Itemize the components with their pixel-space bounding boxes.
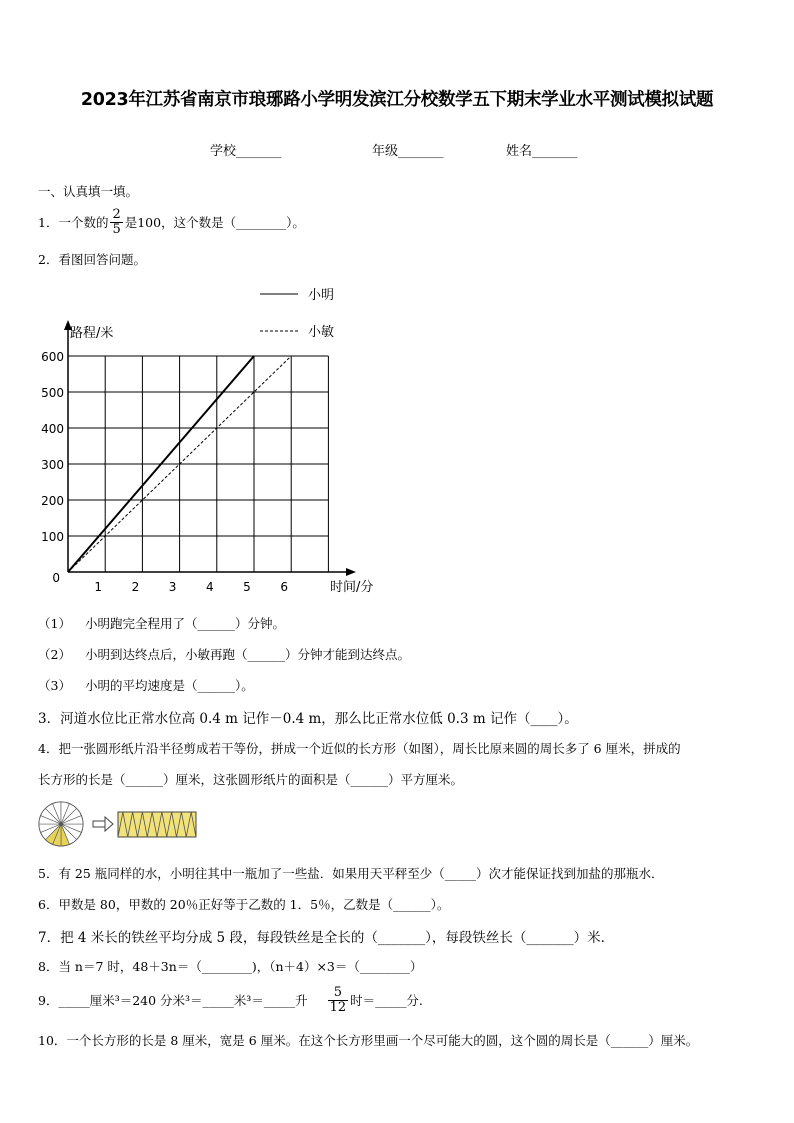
y-tick-label: 500 (41, 386, 64, 400)
chart-ticks (41, 325, 373, 595)
q2-sub-1-text: 小明跑完全程用了（______）分钟。 (84, 616, 285, 631)
question-6: 6．甲数是 80，甲数的 20％正好等于乙数的 1．5％，乙数是（______）。 (38, 897, 450, 912)
question-3: 3．河道水位比正常水位高 0.4 m 记作－0.4 m，那么比正常水位低 0.3 m 记作（____）。 (38, 711, 578, 727)
legend-label: 小明 (308, 288, 335, 303)
y-tick-label: 400 (41, 422, 64, 436)
circle-to-rectangle-figure (36, 800, 206, 850)
question-8: 8．当 n＝7 时，48＋3n＝（________)，（n＋4）×3＝（________） (38, 959, 423, 974)
question-10: 10．一个长方形的长是 8 厘米，宽是 6 厘米。在这个长方形里画一个尽可能大的圆，这个圆的周长是（______）厘米。 (38, 1033, 699, 1048)
q1-suffix: 是100，这个数是（________）。 (124, 215, 305, 230)
y-tick-label: 0 (52, 571, 60, 585)
q2-sub-2-number: （2） (38, 647, 71, 662)
y-tick-label: 600 (41, 350, 64, 364)
arrow-icon (93, 817, 113, 831)
q1-prefix: 1．一个数的 (38, 215, 109, 230)
y-tick-label: 300 (41, 458, 64, 472)
q2-sub-3-number: （3） (38, 678, 71, 693)
y-axis-label: 路程/米 (70, 326, 114, 341)
q2-sub-1-number: （1） (38, 616, 71, 631)
q9-denominator: 12 (329, 999, 347, 1015)
question-1 (38, 205, 305, 239)
q9-part-1: 9．_____厘米³＝240 分米³＝_____米³＝_____升 (38, 993, 308, 1008)
chart-axes (64, 320, 356, 576)
q1-numerator: 2 (112, 206, 121, 222)
question-9 (38, 982, 423, 1018)
q2-sub-2 (38, 645, 410, 663)
grade-field: 年级_______ (372, 144, 444, 159)
q9-fraction (328, 986, 349, 1015)
chart-grid (68, 356, 328, 572)
q2-sub-2-text: 小明到达终点后，小敏再跑（______）分钟才能到达终点。 (84, 647, 410, 662)
chart-legend (260, 288, 334, 340)
y-tick-label: 200 (41, 494, 64, 508)
legend-label: 小敏 (308, 325, 335, 340)
approx-rectangle (118, 812, 196, 837)
x-tick-label: 4 (205, 580, 214, 594)
x-axis-label: 时间/分 (330, 580, 374, 595)
q9-numerator: 5 (328, 986, 349, 1001)
x-axis-arrow (346, 568, 356, 576)
x-tick-label: 2 (131, 580, 140, 594)
q9-part-2: 时＝_____分. (350, 993, 423, 1008)
question-4-line-1: 4．把一张圆形纸片沿半径剪成若干等份，拼成一个近似的长方形（如图），周长比原来圆的周长多了 6 厘米，拼成的 (38, 741, 681, 756)
q1-fraction (110, 208, 122, 237)
q2-sub-1 (38, 614, 285, 632)
question-2: 2．看图回答问题。 (38, 252, 146, 267)
section-heading: 一、认真填一填。 (38, 184, 139, 199)
y-tick-label: 100 (41, 530, 64, 544)
question-5: 5．有 25 瓶同样的水，小明往其中一瓶加了一些盐．如果用天平秤至少（_____）次才能保证找到加盐的那瓶水． (38, 866, 664, 881)
x-tick-label: 1 (94, 580, 103, 594)
rectangle-outline (118, 812, 196, 837)
question-4-line-2: 长方形的长是（______）厘米，这张圆形纸片的面积是（______）平方厘米。 (38, 772, 464, 787)
distance-time-chart (30, 280, 410, 600)
x-tick-label: 5 (243, 580, 251, 594)
q2-sub-3 (38, 676, 254, 694)
q1-denominator: 5 (112, 221, 121, 237)
q2-sub-3-text: 小明的平均速度是（______）。 (84, 678, 254, 693)
question-7: 7．把 4 米长的铁丝平均分成 5 段，每段铁丝是全长的（_______），每段铁丝长（_______）米． (38, 930, 615, 946)
page-title: 2023年江苏省南京市琅琊路小学明发滨江分校数学五下期末学业水平测试模拟试题 (80, 90, 714, 110)
school-field: 学校_______ (210, 144, 282, 159)
x-tick-label: 6 (280, 580, 289, 594)
x-tick-label: 3 (168, 580, 177, 594)
sectored-circle (39, 802, 83, 846)
name-field: 姓名_______ (506, 144, 578, 159)
